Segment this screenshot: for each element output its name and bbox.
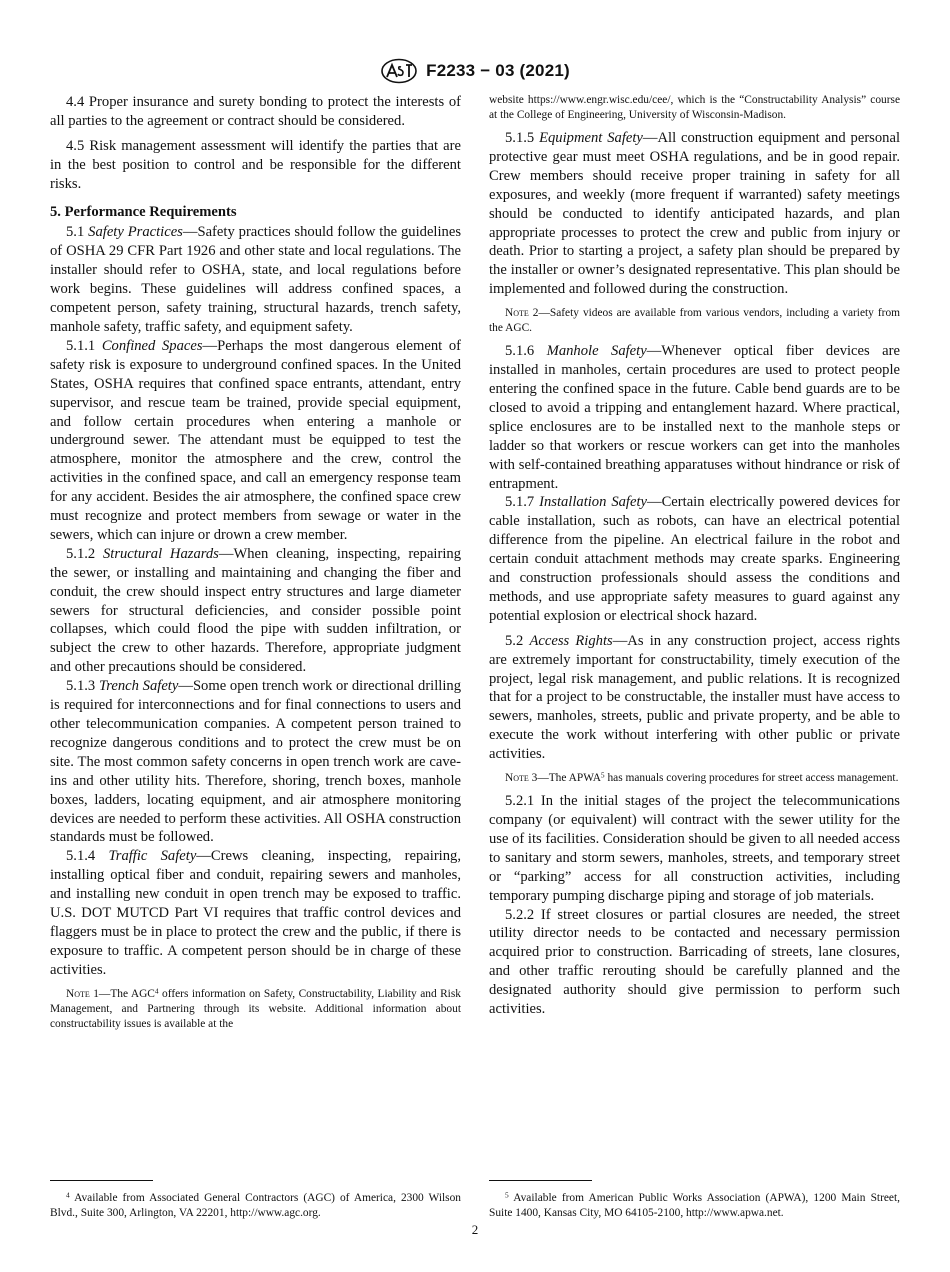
paragraph-5-1-3: 5.1.3 Trench Safety—Some open trench work or directional drilling is required for interconnections and for final connections to users and other telecommunication companies. A competent person trained to recognize dangerous conditions and to protect the crew must be on site. The most common safety concerns in open trench work are cave-ins and other utility hits. Therefore, shoring, trench boxes, manhole boxes, ladders, locating equipment, and air atmosphere monitoring devices are needed to perform these activities. All OSHA construction standards must be followed. bbox=[50, 678, 461, 846]
paragraph-5-1: 5.1 Safety Practices—Safety practices should follow the guidelines of OSHA 29 CFR Part 1926 and other state and local regulations. The installer should refer to OSHA, state, and local regulations before work begins. These guidelines will address confined spaces, a competent person, safety training, structural hazards, trench safety, manhole safety, traffic safety, and equipment safety. bbox=[50, 224, 461, 335]
note-1: Note 1—The AGC$^4$ offers information on Safety, Constructability, Liability and Risk Management, and Partnering through its website. Additional information about constructability issues is available at the bbox=[50, 986, 461, 1030]
footnote-divider-right bbox=[489, 1180, 592, 1181]
standard-designation: F2233 − 03 (2021) bbox=[426, 61, 570, 80]
page-number: 2 bbox=[471, 1222, 479, 1237]
page-header bbox=[0, 58, 950, 84]
footnote-divider-left bbox=[50, 1180, 153, 1181]
footnote-5: $^5$ Available from American Public Works Association (APWA), 1200 Main Street, Suite 1400, Kansas City, MO 64105-2100, http://www.apwa.net. bbox=[489, 1190, 900, 1219]
note-2: Note 2—Safety videos are available from various vendors, including a variety from the AGC. bbox=[489, 307, 900, 335]
paragraph-5-2: 5.2 Access Rights—As in any construction project, access rights are extremely important for constructability, timely execution of the project, legal risk management, and public relations. It is recognized that for a project to be constructable, the installer must have access to sewers, manholes, streets, public and private property, and be able to execute the work without interfering with other public or private activities. bbox=[489, 632, 900, 763]
paragraph-5-2-1: 5.2.1 In the initial stages of the project the telecommunications company (or equivalent) will contract with the sewer utility for the use of its facilities. Consideration should be given to all needed access to sanitary and storm sewers, manholes, streets, and temporary street or “parking” access for all construction activities, including temporary pumping discharge piping and storage of job materials. bbox=[489, 793, 900, 904]
note-1-continued: website https://www.engr.wisc.edu/cee/, which is the “Constructability Analysis” course at the College of Engineering, University of Wisconsin-Madison. bbox=[489, 94, 900, 121]
paragraph-5-1-2: 5.1.2 Structural Hazards—When cleaning, inspecting, repairing the sewer, or installing and maintaining and changing the fiber and conduit, the crew should inspect entry structures and large diameter sewers for structural deficiencies, and consider possible point collapses, which could flood the pipe with sudden infiltration, or subject the crew to other hazards. Therefore, appropriate judgment and other precautions should be considered. bbox=[50, 545, 461, 676]
right-column bbox=[489, 93, 900, 1019]
paragraph-5-1-6: 5.1.6 Manhole Safety—Whenever optical fiber devices are installed in manholes, certain procedures are used to protect people entering the confined space in the future. Cable bend guards are to be closed to avoid a tripping and entanglement hazard. Where practical, splice enclosures are to be installed next to the manhole steps or ladder so that workers or rescue workers can get into the manholes with self-contained breathing apparatuses without hindrance or risk of entrapment. bbox=[489, 343, 900, 492]
paragraph-4-4: 4.4 Proper insurance and surety bonding to protect the interests of all parties to the agreement or contract should be considered. bbox=[50, 94, 461, 129]
paragraph-5-2-2: 5.2.2 If street closures or partial closures are needed, the street utility director needs to be contacted and necessary permission acquired prior to construction. Barricading of streets, lane closures, and other traffic rerouting should be carefully planned and the designated authority should give permission to perform such activities. bbox=[489, 906, 900, 1018]
note-3: Note 3—The APWA$^5$ has manuals covering procedures for street access management. bbox=[505, 770, 899, 785]
footnote-4: $^4$ Available from Associated General Contractors (AGC) of America, 2300 Wilson Blvd., Suite 300, Arlington, VA 22201, http://www.agc.org. bbox=[50, 1190, 461, 1219]
astm-logo-icon bbox=[380, 58, 418, 84]
paragraph-5-1-1: 5.1.1 Confined Spaces—Perhaps the most dangerous element of safety risk is exposure to underground confined spaces. In the United States, OSHA requires that confined space entrants, attendant, entry supervisor, and rescue team be trained, provide special equipment, and follow certain procedures when entering a manhole or underground sewer. The attendant must be equipped to test the atmosphere, monitor the atmosphere and the crew, control the activities in the confined space, and call an emergency response team for any accident. Besides the air atmosphere, the confined space crew must recognize and protect members from sewage or water in the sewers, which can injure or drown a crew member. bbox=[50, 337, 461, 543]
section-heading-5: 5. Performance Requirements bbox=[50, 203, 237, 220]
paragraph-5-1-5: 5.1.5 Equipment Safety—All construction equipment and personal protective gear must meet OSHA regulations, and be in good repair. Crew members should receive proper training in safety for all exposures, and weekly (more frequent if warranted) safety meetings should be conducted to identify anticipated hazards, and plan appropriate processes to protect the crew and public from injury or death. Prior to starting a project, a safety plan should be prepared by the installer or owner’s designated representative. This plan should be implemented and followed during the construction. bbox=[489, 130, 900, 298]
paragraph-5-1-7: 5.1.7 Installation Safety—Certain electrically powered devices for cable installation, such as robots, can have an electrical potential difference from the pipeline. An electrical failure in the robot and certain conduit attachment methods may create sparks. Engineering and construction professionals should assess the conditions and methods, and use appropriate safety measures to guard against any potential explosion or electrical shock hazard. bbox=[489, 494, 901, 624]
paragraph-4-5: 4.5 Risk management assessment will identify the parties that are in the best position to control and be responsible for the different risks. bbox=[50, 137, 461, 192]
paragraph-5-1-4: 5.1.4 Traffic Safety—Crews cleaning, inspecting, repairing, installing optical fiber and conduit, repairing sewers and manholes, and installing new conduit in open trench may be exposed to traffic. U.S. DOT MUTCD Part VI requires that traffic control devices and flaggers must be in place to protect the crew and the public, if there is exposure to traffic. A competent person should be in charge of these activities. bbox=[50, 848, 461, 978]
left-column bbox=[50, 93, 461, 1038]
